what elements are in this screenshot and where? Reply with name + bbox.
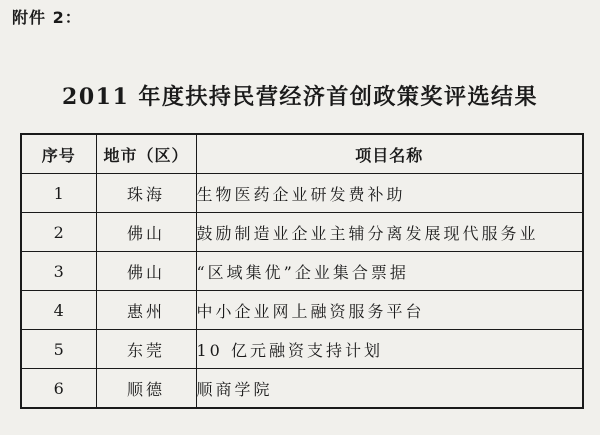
row-project: 中小企业网上融资服务平台 bbox=[196, 291, 583, 330]
row-city: 珠海 bbox=[96, 174, 196, 213]
table-row bbox=[21, 330, 583, 369]
row-project: “区域集优”企业集合票据 bbox=[196, 252, 583, 291]
row-no: 3 bbox=[21, 252, 96, 291]
table-row bbox=[21, 291, 583, 330]
row-city: 佛山 bbox=[96, 213, 196, 252]
row-no: 6 bbox=[21, 369, 96, 409]
header-project: 项目名称 bbox=[196, 134, 583, 174]
table-row bbox=[21, 213, 583, 252]
row-no: 5 bbox=[21, 330, 96, 369]
table-row bbox=[21, 252, 583, 291]
row-no: 1 bbox=[21, 174, 96, 213]
table-header-row bbox=[21, 134, 583, 174]
table-row bbox=[21, 174, 583, 213]
row-project: 10 亿元融资支持计划 bbox=[196, 330, 583, 369]
attachment-label: 附件 2： bbox=[12, 8, 82, 27]
row-project: 生物医药企业研发费补助 bbox=[196, 174, 583, 213]
header-no: 序号 bbox=[21, 134, 96, 174]
row-no: 2 bbox=[21, 213, 96, 252]
table-row bbox=[21, 369, 583, 409]
row-no: 4 bbox=[21, 291, 96, 330]
row-city: 佛山 bbox=[96, 252, 196, 291]
result-table bbox=[20, 133, 584, 409]
row-city: 惠州 bbox=[96, 291, 196, 330]
row-project: 鼓励制造业企业主辅分离发展现代服务业 bbox=[196, 213, 583, 252]
row-project: 顺商学院 bbox=[196, 369, 583, 409]
row-city: 东莞 bbox=[96, 330, 196, 369]
row-city: 顺德 bbox=[96, 369, 196, 409]
header-city: 地市（区） bbox=[96, 134, 196, 174]
document-title: 2011 年度扶持民营经济首创政策奖评选结果 bbox=[62, 84, 538, 110]
